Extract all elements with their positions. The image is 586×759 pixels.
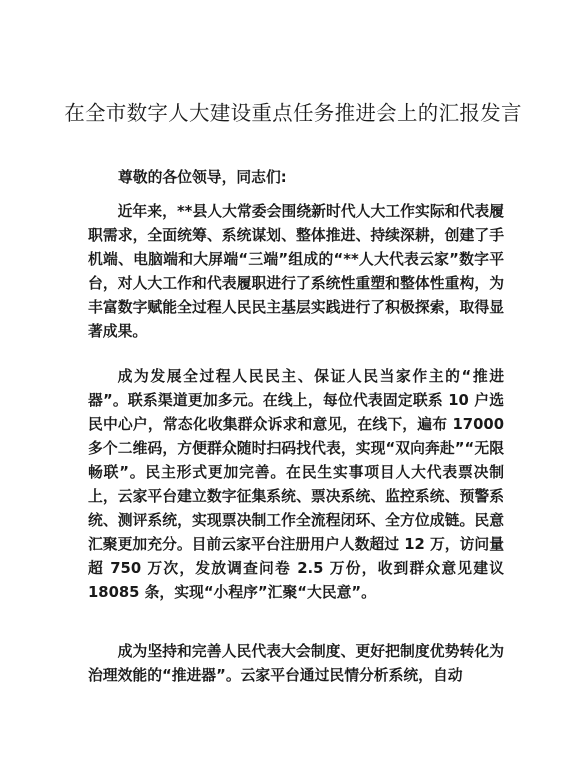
body-paragraph-1: 近年来，**县人大常委会围绕新时代人大工作实际和代表履职需求，全面统筹、系统谋划、整体推进、持续深耕，创建了手机端、电脑端和大屏端“三端”组成的“**人大代表云家”数字平台，对人大工作和代表履职进行了系统性重塑和整体性重构，为丰富数字赋能全过程人民民主基层实践进行了积极探索，取得显著成果。: [88, 203, 504, 340]
body-paragraph-3: 成为坚持和完善人民代表大会制度、更好把制度优势转化为治理效能的“推进器”。云家平台通过民情分析系统，自动: [88, 643, 504, 684]
document-title: 在全市数字人大建设重点任务推进会上的汇报发言: [64, 101, 522, 125]
body-paragraph-2: 成为发展全过程人民民主、保证人民当家作主的“推进器”。联系渠道更加多元。在线上，每位代表固定联系 10 户选民中心户，常态化收集群众诉求和意见，在线下，遍布 17000 多个二维码，方便群众随时扫码找代表，实现“双向奔赴”“无限畅联”。民主形式更加完善。在民生实事项目人大代表票决制上，云家平台建立数字征集系统、票决系统、监控系统、预警系统、测评系统，实现票决制工作全流程闭环、全方位成链。民意汇聚更加充分。目前云家平台注册用户人数超过 12 万，访问量超 750 万次，发放调查问卷 2.5 万份，收到群众意见建议 18085 条，实现“小程序”汇聚“大民意”。: [88, 368, 504, 601]
salutation: 尊敬的各位领导，同志们:: [118, 169, 287, 186]
